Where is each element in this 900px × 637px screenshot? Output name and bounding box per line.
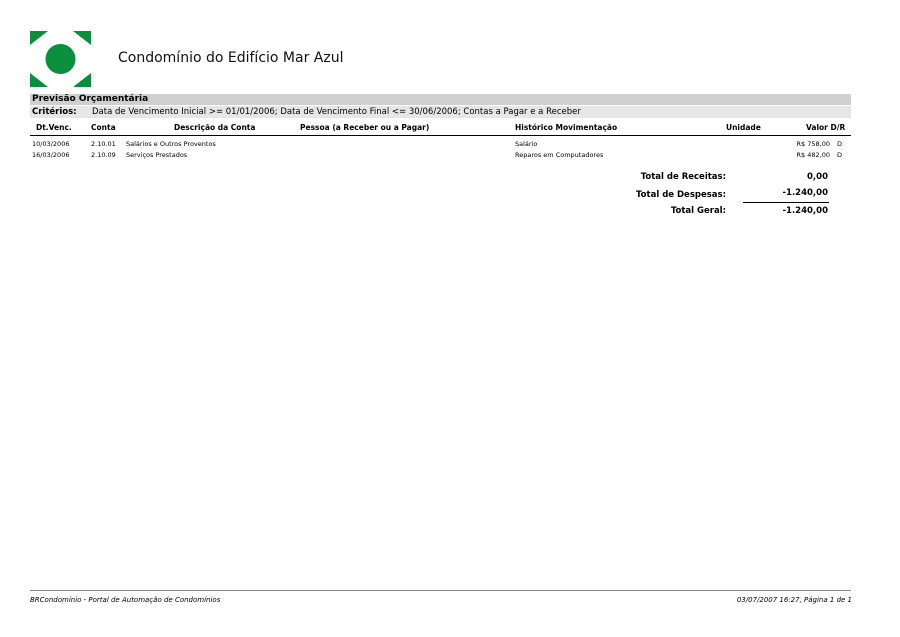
logo-corner-bottom-right xyxy=(73,73,91,87)
row-date: 16/03/2006 xyxy=(32,151,70,159)
column-header-person: Pessoa (a Receber ou a Pagar) xyxy=(300,123,430,132)
column-header-account: Conta xyxy=(91,123,116,132)
criteria-text: Data de Vencimento Inicial >= 01/01/2006; Data de Vencimento Final <= 30/06/2006; Contas a Pagar e a Receber xyxy=(92,107,581,117)
row-account: 2.10.09 xyxy=(91,151,116,159)
company-logo xyxy=(30,31,91,87)
column-header-value: Valor D/R xyxy=(806,123,846,132)
logo-circle xyxy=(46,44,76,74)
totals-divider xyxy=(743,202,829,203)
column-header-unit: Unidade xyxy=(726,123,761,132)
row-account: 2.10.01 xyxy=(91,140,116,148)
column-header-date: Dt.Venc. xyxy=(36,123,72,132)
logo-corner-top-right xyxy=(73,31,91,45)
logo-corner-bottom-left xyxy=(30,73,48,87)
report-title: Previsão Orçamentária xyxy=(30,94,851,105)
header-divider xyxy=(30,135,851,136)
total-geral-value: -1.240,00 xyxy=(782,206,828,216)
column-header-description: Descrição da Conta xyxy=(174,123,256,132)
total-receitas-value: 0,00 xyxy=(807,172,828,182)
row-date: 10/03/2006 xyxy=(32,140,70,148)
row-value: R$ 758,00 xyxy=(796,140,830,148)
footer-timestamp-page: 03/07/2007 16:27, Página 1 de 1 xyxy=(736,596,852,604)
footer-divider xyxy=(30,590,851,591)
row-description: Salários e Outros Proventos xyxy=(126,140,216,148)
row-history: Salário xyxy=(515,140,538,148)
criteria-label: Critérios: xyxy=(32,107,77,117)
row-history: Reparos em Computadores xyxy=(515,151,604,159)
total-despesas-value: -1.240,00 xyxy=(782,188,828,198)
row-dr: D xyxy=(837,140,843,148)
row-dr: D xyxy=(837,151,843,159)
logo-corner-top-left xyxy=(30,31,48,45)
row-value: R$ 482,00 xyxy=(796,151,830,159)
criteria-bar xyxy=(30,106,851,118)
total-geral-label: Total Geral: xyxy=(670,206,726,216)
total-receitas-label: Total de Receitas: xyxy=(640,172,726,182)
total-despesas-label: Total de Despesas: xyxy=(636,190,726,200)
company-name: Condomínio do Edifício Mar Azul xyxy=(118,50,344,66)
column-header-history: Histórico Movimentação xyxy=(515,123,618,132)
row-description: Serviços Prestados xyxy=(126,151,188,159)
footer-portal-name: BRCondomínio - Portal de Automação de Condomínios xyxy=(30,596,221,604)
